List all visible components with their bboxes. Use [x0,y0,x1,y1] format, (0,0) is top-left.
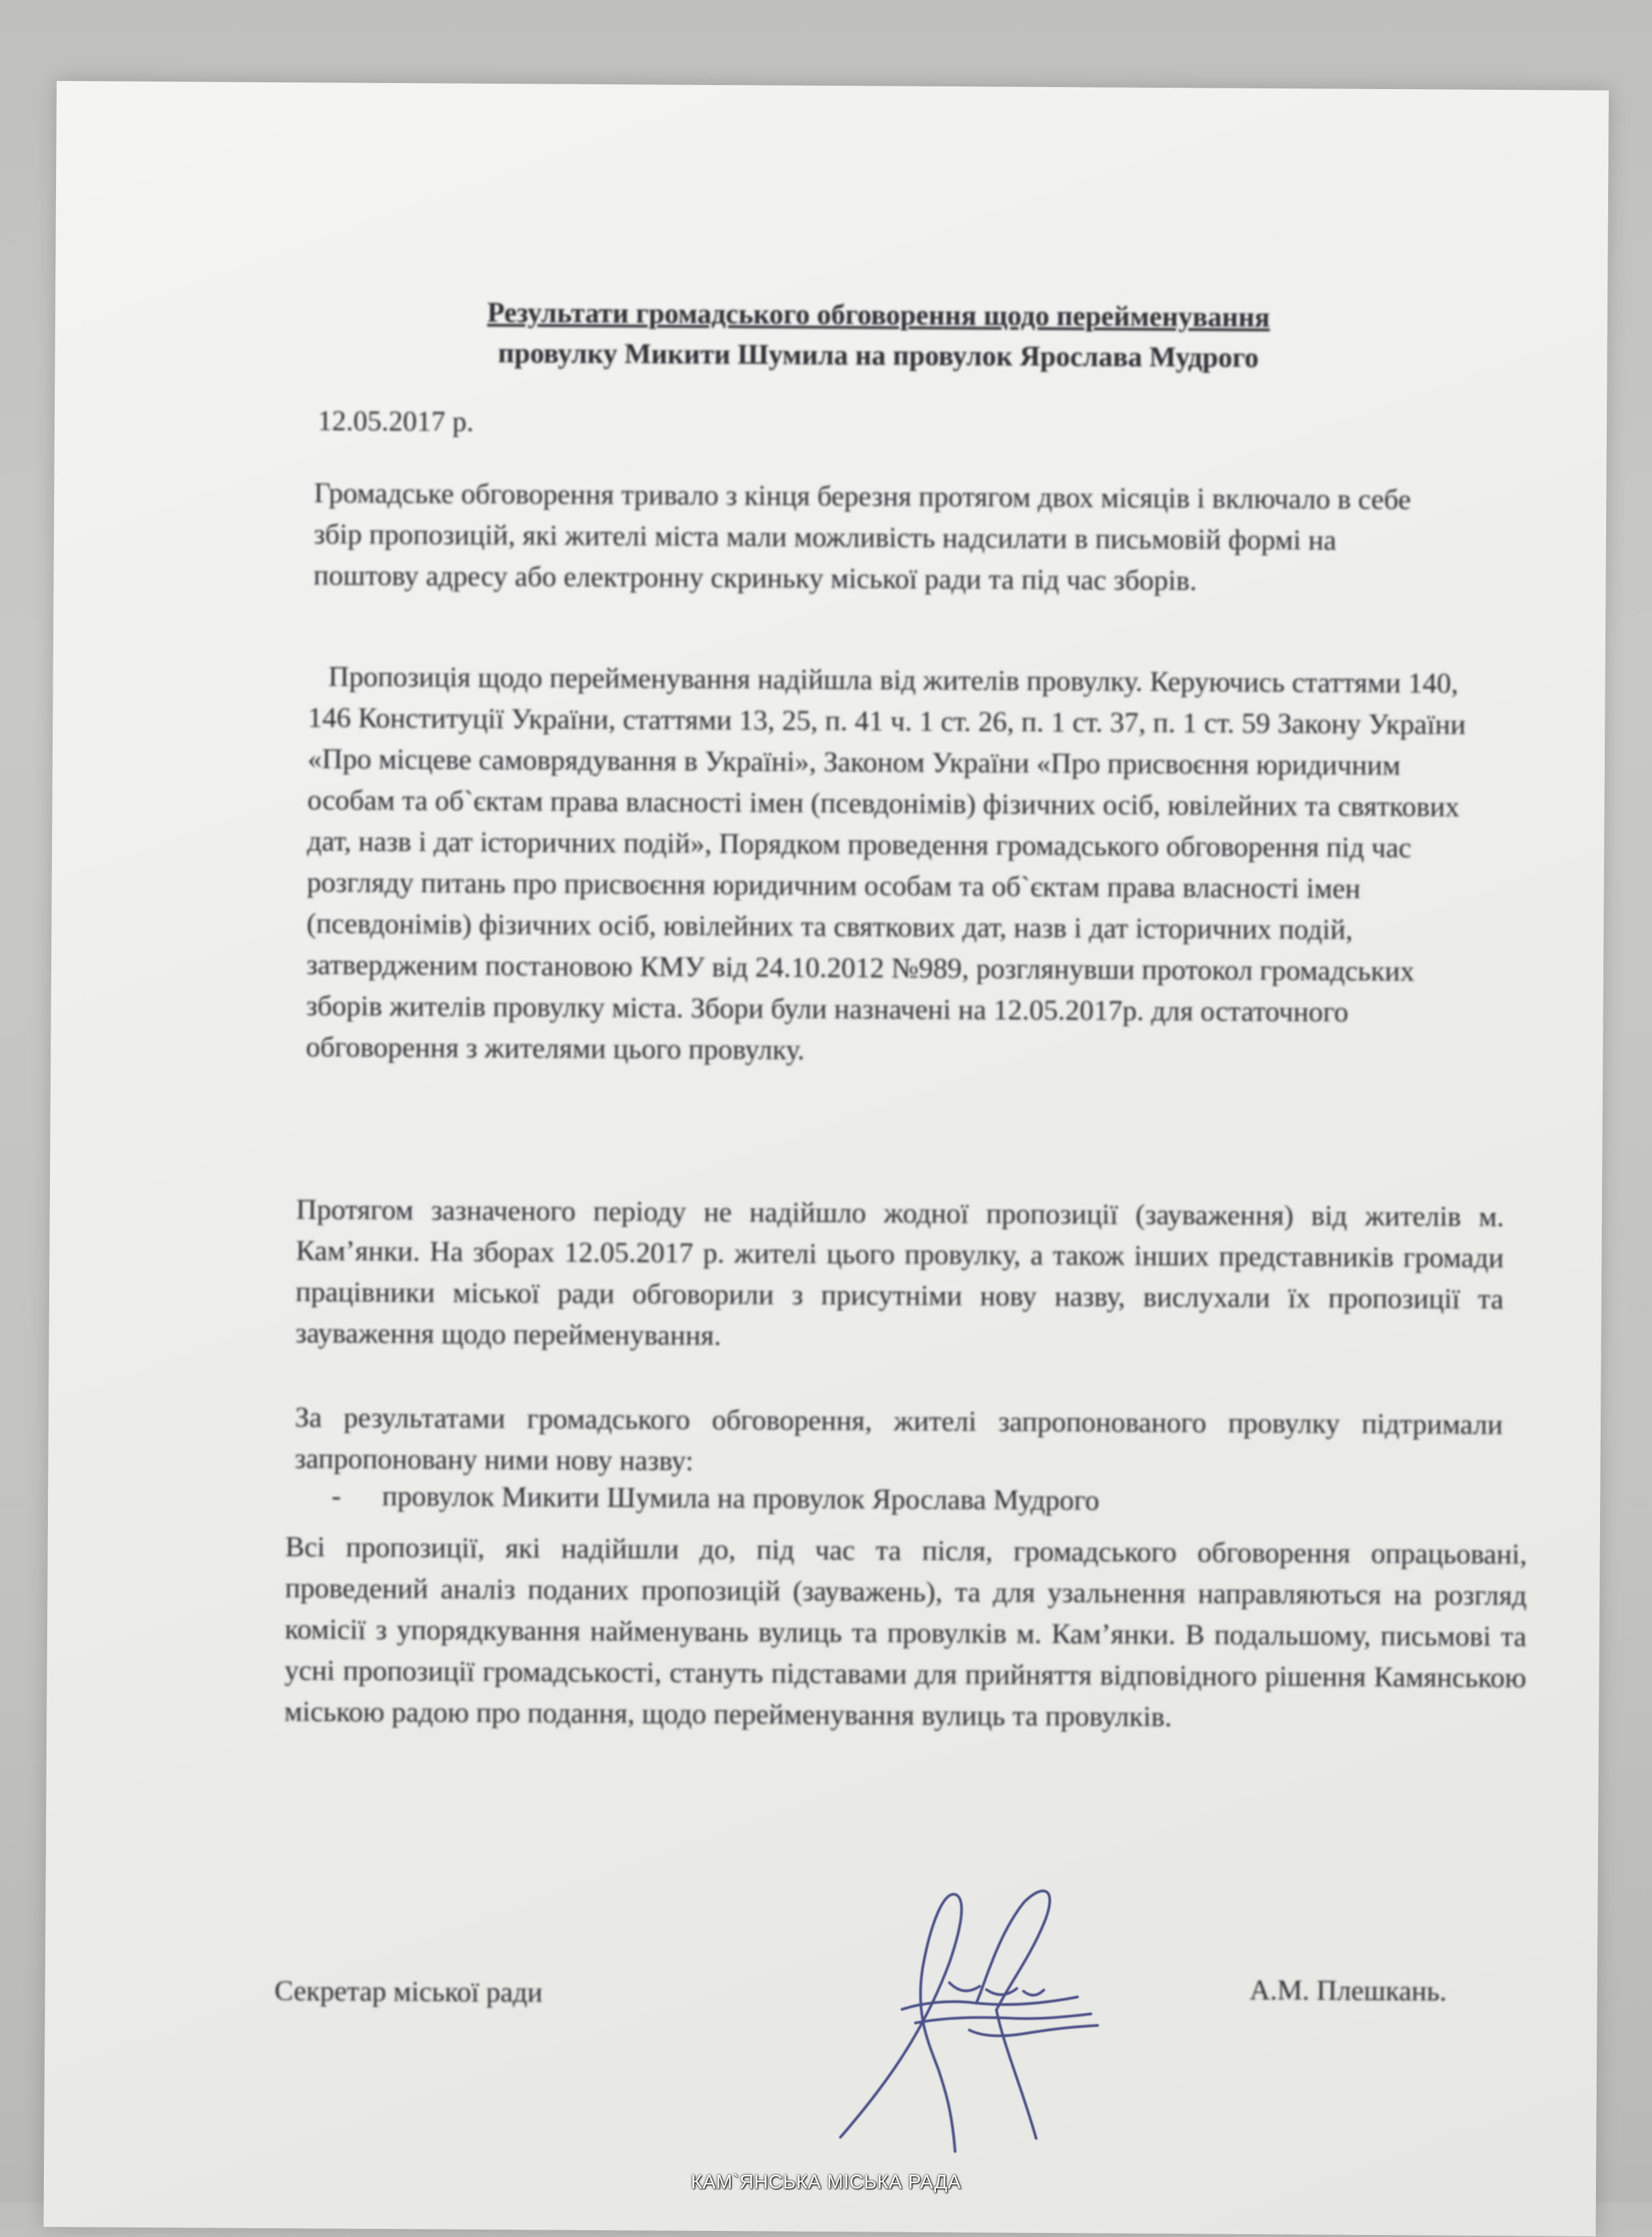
signer-name: А.М. Плешкань. [1249,1974,1447,2008]
paragraph-1: Громадське обговорення тривало з кінця березня протягом двох місяців і включало в себе збір пропозицій, які жителі міста мали можливість надсилати в письмовій формі на поштову адресу або електронну скриньку міської ради та під час зборів. [313,477,1411,597]
bullet-dash: - [331,1480,341,1512]
document-date: 12.05.2017 р. [317,406,474,438]
handwritten-signature [820,1867,1146,2166]
title-line-1: Результати громадського обговорення щодо перейменування [487,297,1270,333]
paragraph-4: За результатами громадського обговорення, жителі запропонованого провулку підтримали запропоновану ними нову назву: [294,1402,1504,1477]
document-title [55,290,1652,381]
watermark-caption: КАМ`ЯНСЬКА МІСЬКА РАДА [690,2172,962,2193]
paragraph-5: Всі пропозиції, які надійшли до, під час та після, громадського обговорення опрацьовані, проведений аналіз поданих пропозицій (зауважень), та для узальнення направляються на розгляд комісії з упорядкування найменувань вулиць та провулків м. Кам’янки. В подальшому, письмові та усні пропозиції громадськості, стануть підставами для прийняття відповідного рішення Камянською міською радою про подання, щодо перейменування вулиць та провулків. [284,1531,1527,1734]
bullet-item [331,1480,1099,1518]
bullet-text: провулок Микити Шумила на провулок Ярослава Мудрого [382,1480,1100,1517]
signer-role: Секретар міської ради [274,1976,543,2009]
paragraph-3: Протягом зазначеного періоду не надійшло жодної пропозиції (зауваження) від жителів м. Кам’янки. На зборах 12.05.2017 р. жителі цього провулку, а також інших представників громади працівники міської ради обговорили з присутніми нову назву, вислухали їх пропозиції та зауваження щодо перейменування. [295,1194,1504,1352]
paragraph-2: Пропозиція щодо перейменування надійшла від жителів провулку. Керуючись статтями 140, 146 Конституції України, статтями 13, 25, п. 41 ч. 1 ст. 26, п. 1 ст. 37, п. 1 ст. 59 Закону України «Про місцеве самоврядування в Україні», Законом України «Про присвоєння юридичним особам та об`єктам права власності імен (псевдонімів) фізичних осіб, ювілейних та святкових дат, назв і дат історичних подій», Порядком проведення громадського обговорення під час розгляду питань про присвоєння юридичним особам та об`єктам права власності імен (псевдонімів) фізичних осіб, ювілейних та святкових дат, назв і дат історичних подій, затвердженим постановою КМУ від 24.10.2012 №989, розглянувши протокол громадських зборів жителів провулку міста. Збори були назначені на 12.05.2017р. для остаточного обговорення з жителями цього провулку. [306,661,1466,1066]
document-page [44,81,1609,2236]
title-line-2: провулку Микити Шумила на провулок Ярослава Мудрого [497,338,1259,374]
